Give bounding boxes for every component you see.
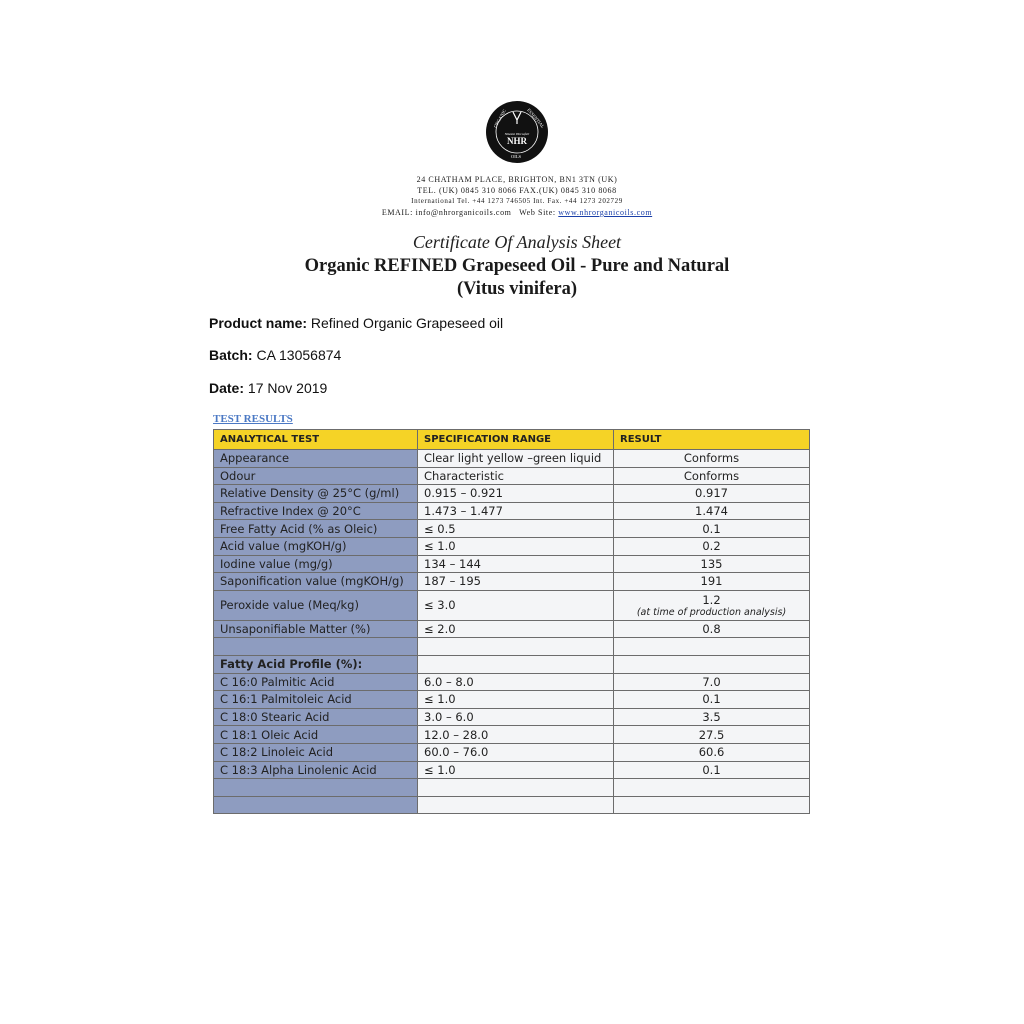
result-value [614, 638, 810, 656]
results-table [213, 429, 810, 814]
date-row [209, 380, 327, 396]
table-row [214, 450, 810, 468]
table-row [214, 691, 810, 709]
certificate-title: Certificate Of Analysis Sheet [412, 232, 622, 252]
table-row [214, 520, 810, 538]
spec-range [418, 655, 614, 673]
svg-text:Nikolai Horsefall: Nikolai Horsefall [504, 132, 530, 136]
table-row [214, 620, 810, 638]
table-row [214, 485, 810, 503]
svg-text:ORGANIC: ORGANIC [492, 108, 508, 129]
test-name: Iodine value (mg/g) [214, 555, 418, 573]
table-row [214, 555, 810, 573]
table-row [214, 573, 810, 591]
spec-range: Clear light yellow –green liquid [418, 450, 614, 468]
table-row [214, 502, 810, 520]
table-row-empty [214, 638, 810, 656]
date-value: 17 Nov 2019 [247, 380, 328, 396]
spec-range: ≤ 1.0 [418, 537, 614, 555]
product-name-label: Product name: [209, 315, 308, 331]
result-value: 0.1 [614, 520, 810, 538]
result-value: 0.1 [614, 691, 810, 709]
test-name: Unsaponifiable Matter (%) [214, 620, 418, 638]
test-name: Odour [214, 467, 418, 485]
test-name: Acid value (mgKOH/g) [214, 537, 418, 555]
spec-range: 6.0 – 8.0 [418, 673, 614, 691]
fatty-acid-profile-heading: Fatty Acid Profile (%): [214, 655, 418, 673]
table-header-row [214, 430, 810, 450]
batch-value: CA 13056874 [256, 347, 342, 363]
result-value: 0.1 [614, 761, 810, 779]
table-row [214, 467, 810, 485]
test-name: Free Fatty Acid (% as Oleic) [214, 520, 418, 538]
address-line-4 [300, 207, 734, 218]
address-line-3: International Tel. +44 1273 746505 Int. Fax. +44 1273 202729 [411, 197, 623, 205]
test-name [214, 779, 418, 797]
result-value: 1.2 [702, 592, 721, 607]
result-value: 60.6 [614, 743, 810, 761]
result-value: 1.474 [614, 502, 810, 520]
test-name: C 18:3 Alpha Linolenic Acid [214, 761, 418, 779]
spec-range [418, 638, 614, 656]
test-name: Appearance [214, 450, 418, 468]
table-row [214, 708, 810, 726]
result-value: 0.917 [614, 485, 810, 503]
header-specification-range: SPECIFICATION RANGE [418, 430, 614, 450]
batch-label: Batch: [209, 347, 253, 363]
result-value: Conforms [614, 467, 810, 485]
svg-text:ESSENTIAL: ESSENTIAL [526, 107, 546, 130]
result-value: Conforms [614, 450, 810, 468]
table-row-empty [214, 796, 810, 814]
table-row [214, 726, 810, 744]
spec-range: 0.915 – 0.921 [418, 485, 614, 503]
result-value: 0.8 [614, 620, 810, 638]
spec-range: 187 – 195 [418, 573, 614, 591]
test-name: Saponification value (mgKOH/g) [214, 573, 418, 591]
product-name-value: Refined Organic Grapeseed oil [310, 315, 504, 331]
header-result: RESULT [614, 430, 810, 450]
address-line-2: TEL. (UK) 0845 310 8066 FAX.(UK) 0845 310 8068 [417, 186, 617, 195]
product-name-row [209, 315, 503, 331]
spec-range: ≤ 1.0 [418, 761, 614, 779]
nhr-logo [485, 100, 549, 164]
result-value: 27.5 [614, 726, 810, 744]
batch-row [209, 347, 341, 363]
result-value [614, 655, 810, 673]
spec-range: 3.0 – 6.0 [418, 708, 614, 726]
result-value: 0.2 [614, 537, 810, 555]
test-name [214, 638, 418, 656]
table-row [214, 743, 810, 761]
table-row [214, 590, 810, 620]
product-title-line-1: Organic REFINED Grapeseed Oil - Pure and Natural [304, 256, 730, 276]
spec-range [418, 796, 614, 814]
spec-range [418, 779, 614, 797]
test-name [214, 796, 418, 814]
test-name: Peroxide value (Meq/kg) [214, 590, 418, 620]
result-value [614, 796, 810, 814]
result-value [614, 779, 810, 797]
result-value: 135 [614, 555, 810, 573]
spec-range: ≤ 1.0 [418, 691, 614, 709]
table-row [214, 761, 810, 779]
spec-range: 12.0 – 28.0 [418, 726, 614, 744]
svg-text:NHR: NHR [507, 136, 527, 146]
test-results-heading[interactable]: TEST RESULTS [213, 413, 293, 425]
test-name: C 18:2 Linoleic Acid [214, 743, 418, 761]
spec-range: ≤ 3.0 [418, 590, 614, 620]
result-value: 191 [614, 573, 810, 591]
date-label: Date: [209, 380, 245, 396]
test-name: Relative Density @ 25°C (g/ml) [214, 485, 418, 503]
spec-range: Characteristic [418, 467, 614, 485]
website-label: Web Site: [519, 208, 556, 217]
email-text: EMAIL: info@nhrorganicoils.com [381, 208, 512, 217]
table-row [214, 673, 810, 691]
address-line-1: 24 CHATHAM PLACE, BRIGHTON, BN1 3TN (UK) [416, 175, 618, 184]
result-value: 3.5 [614, 708, 810, 726]
table-row [214, 537, 810, 555]
test-name: C 18:1 Oleic Acid [214, 726, 418, 744]
spec-range: 1.473 – 1.477 [418, 502, 614, 520]
result-value-cell [614, 590, 810, 620]
peroxide-note: (at time of production analysis) [636, 606, 787, 618]
spec-range: 60.0 – 76.0 [418, 743, 614, 761]
test-name: C 16:1 Palmitoleic Acid [214, 691, 418, 709]
result-value: 7.0 [614, 673, 810, 691]
spec-range: ≤ 2.0 [418, 620, 614, 638]
header-analytical-test: ANALYTICAL TEST [214, 430, 418, 450]
product-title-line-2: (Vitus vinifera) [456, 279, 578, 299]
table-row-empty [214, 779, 810, 797]
table-row [214, 655, 810, 673]
test-name: C 18:0 Stearic Acid [214, 708, 418, 726]
website-link[interactable]: www.nhrorganicoils.com [558, 208, 653, 217]
svg-text:OILS: OILS [511, 154, 521, 159]
test-name: Refractive Index @ 20°C [214, 502, 418, 520]
test-name: C 16:0 Palmitic Acid [214, 673, 418, 691]
spec-range: 134 – 144 [418, 555, 614, 573]
spec-range: ≤ 0.5 [418, 520, 614, 538]
